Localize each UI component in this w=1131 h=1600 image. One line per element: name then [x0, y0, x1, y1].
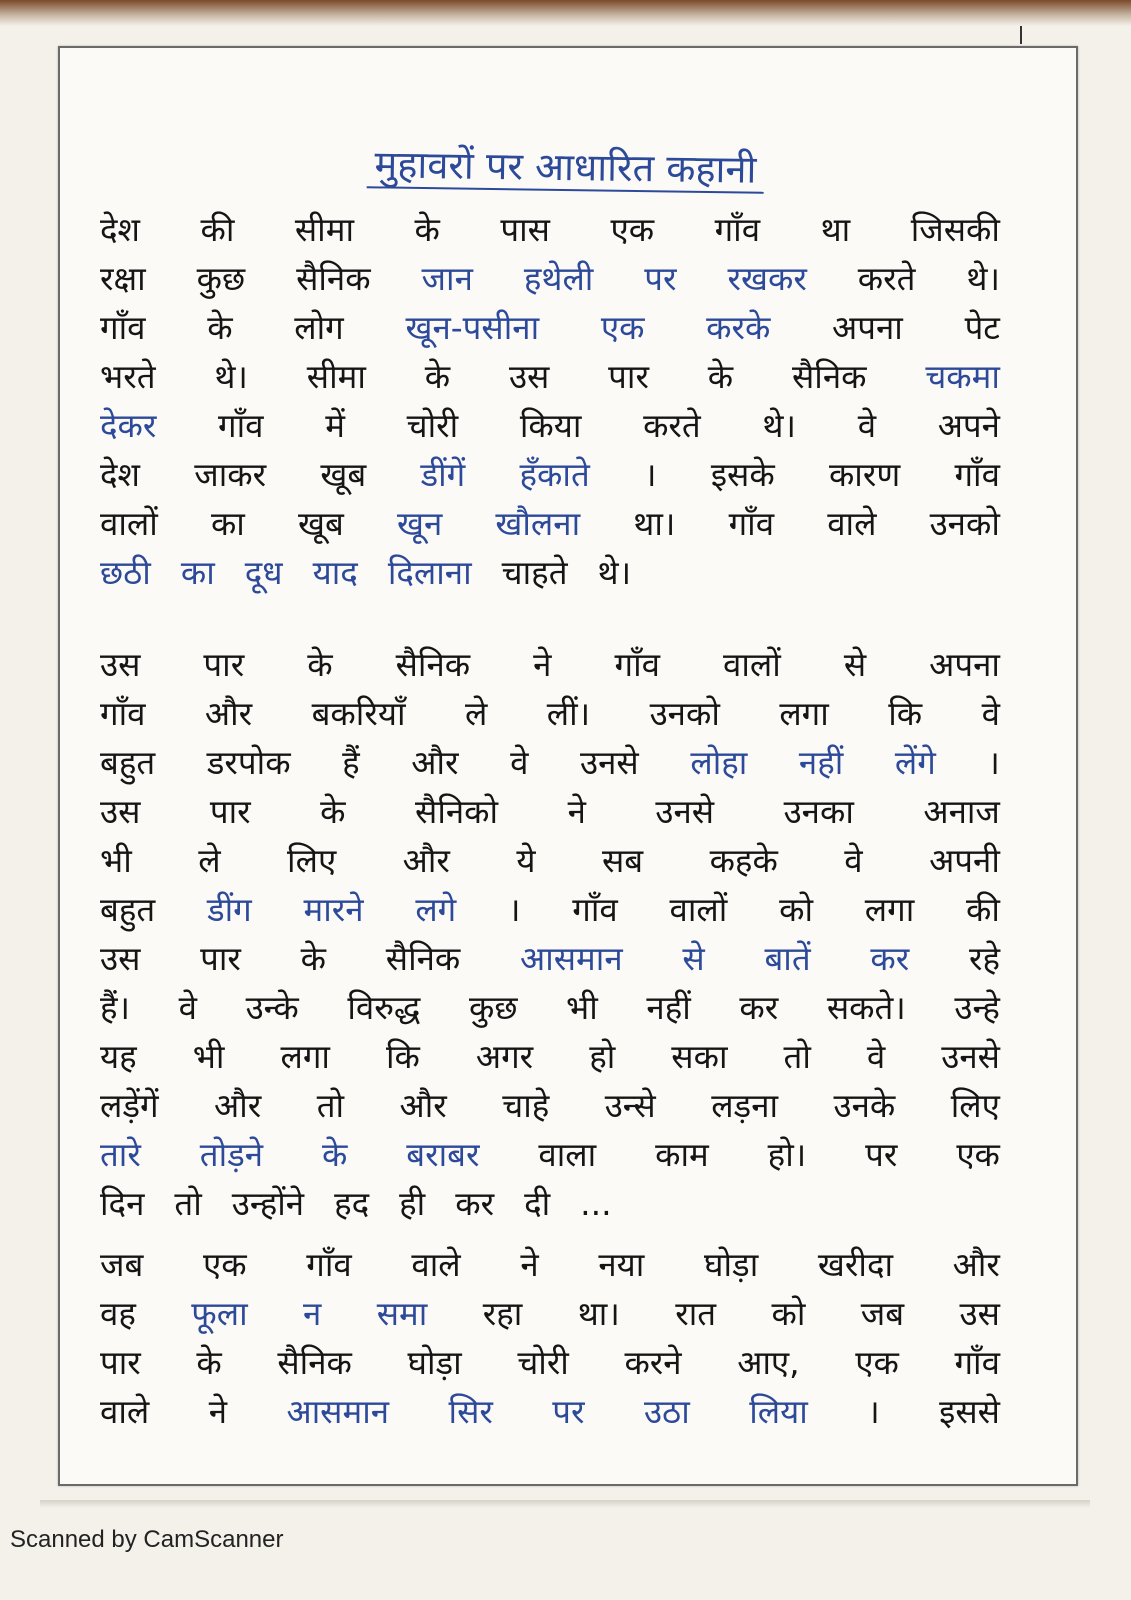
word: ... [580, 1184, 612, 1223]
idiom-word: डींग [206, 890, 252, 929]
word: में [325, 406, 345, 445]
word: कुछ [468, 988, 518, 1027]
word: वाला [538, 1135, 597, 1174]
word: लड़ेंगें [100, 1086, 159, 1125]
word: थे। [762, 406, 797, 445]
text-line [100, 787, 1000, 836]
word: वे [866, 1037, 886, 1076]
word: और [214, 1086, 262, 1125]
idiom-word: छठी [100, 553, 151, 592]
text-line [100, 205, 1000, 254]
text-line [100, 1179, 1000, 1228]
word: चाहते [501, 553, 568, 592]
word: नहीं [646, 988, 691, 1027]
word: की [200, 210, 235, 249]
word: का [210, 504, 245, 543]
word: उस [100, 645, 141, 684]
scan-top-edge [0, 0, 1131, 26]
word: ही [399, 1184, 426, 1223]
idiom-word: पर [552, 1392, 585, 1431]
word: वे [857, 406, 877, 445]
word: गाँव [218, 406, 264, 445]
word: वह [100, 1294, 136, 1333]
word: थे। [214, 357, 248, 396]
word: गाँव [572, 890, 618, 929]
word: उन्से [604, 1086, 656, 1125]
word: आए, [737, 1343, 800, 1382]
word: और [952, 1245, 1000, 1284]
word: पार [203, 645, 245, 684]
word: रहा [482, 1294, 523, 1333]
word: । [867, 1392, 880, 1431]
idiom-word: लगे [415, 890, 457, 929]
scanner-watermark: Scanned by CamScanner [10, 1526, 284, 1553]
idiom-word: उठा [643, 1392, 690, 1431]
word: थे। [966, 259, 1000, 298]
word: उनको [929, 504, 1000, 543]
idiom-word: लेंगे [894, 743, 936, 782]
word: कारण [828, 455, 901, 494]
word: कुछ [196, 259, 246, 298]
word: और [204, 694, 253, 733]
word: कर [455, 1184, 495, 1223]
word: ले [198, 841, 221, 880]
word: अपने [937, 406, 1000, 445]
word: कर [739, 988, 779, 1027]
page-bottom-shadow [40, 1500, 1090, 1508]
word: को [771, 1294, 806, 1333]
word: उन्होंने [231, 1184, 305, 1223]
word: के [424, 357, 451, 396]
word: अगर [475, 1037, 534, 1076]
word: अपना [929, 645, 1000, 684]
idiom-word: चकमा [925, 357, 1000, 396]
word: लिए [287, 841, 337, 880]
idiom-word: हँकाते [519, 455, 590, 494]
word: के [320, 792, 346, 831]
word: भी [566, 988, 598, 1027]
idiom-word: बातें [764, 939, 811, 978]
word: के [207, 308, 233, 347]
text-line [100, 1081, 1000, 1130]
word: सैनिक [296, 259, 371, 298]
word: गाँव [100, 694, 146, 733]
story-title-text: मुहावरों पर आधारित कहानी [366, 142, 764, 194]
word: ने [208, 1392, 228, 1431]
word: हो। [767, 1135, 807, 1174]
word: उन्के [245, 988, 299, 1027]
word: उनके [833, 1086, 896, 1125]
word: वे [510, 743, 529, 782]
word: उनसे [655, 792, 715, 831]
idiom-word: बराबर [406, 1135, 480, 1174]
word: और [399, 1086, 447, 1125]
word: सका [671, 1037, 728, 1076]
word: के [300, 939, 327, 978]
word: जिसकी [910, 210, 1000, 249]
word: वालों [722, 645, 781, 684]
text-line [100, 836, 1000, 885]
word: गाँव [100, 308, 146, 347]
text-line [100, 934, 1000, 983]
word: वे [178, 988, 197, 1027]
word: सीमा [306, 357, 366, 396]
idiom-word: न [303, 1294, 322, 1333]
word: और [402, 841, 450, 880]
paragraph-3 [100, 1240, 1000, 1436]
word: दिन [100, 1184, 145, 1223]
idiom-word: पर [644, 259, 677, 298]
idiom-word: कर [870, 939, 910, 978]
word: पास [500, 210, 550, 249]
word: वाले [411, 1245, 461, 1284]
word: एक [610, 210, 655, 249]
word: किया [519, 406, 582, 445]
word: पार [200, 939, 241, 978]
word: सैनिक [385, 939, 461, 978]
text-line [100, 303, 1000, 352]
word: लीं। [546, 694, 591, 733]
text-line [100, 254, 1000, 303]
word: । [508, 890, 521, 929]
word: देश [100, 210, 140, 249]
idiom-word: दूध [244, 553, 283, 592]
text-line [100, 885, 1000, 934]
word: गाँव [728, 504, 775, 543]
word: से [843, 645, 867, 684]
word: वे [981, 694, 1000, 733]
word: जाकर [194, 455, 267, 494]
word: डरपोक [206, 743, 291, 782]
word: उनसे [941, 1037, 1000, 1076]
word: और [411, 743, 459, 782]
word: थे। [597, 553, 632, 592]
word: था। [577, 1294, 620, 1333]
word: चोरी [517, 1343, 569, 1382]
paragraph-2 [100, 640, 1000, 1228]
word: ये [516, 841, 536, 880]
text-line [100, 1240, 1000, 1289]
word: करते [643, 406, 701, 445]
word: रहे [968, 939, 1000, 978]
word: हद [334, 1184, 370, 1223]
idiom-word: मारने [303, 890, 364, 929]
text-line [100, 1338, 1000, 1387]
word: सैनिक [277, 1343, 352, 1382]
idiom-word: तोड़ने [199, 1135, 264, 1174]
word: काम [655, 1135, 709, 1174]
idiom-word: जान [421, 259, 473, 298]
word: करते [857, 259, 916, 298]
word: जब [100, 1245, 144, 1284]
idiom-word: एक [600, 308, 645, 347]
word: तो [316, 1086, 345, 1125]
word: ले [464, 694, 488, 733]
word: लड़ना [711, 1086, 779, 1125]
word: गाँव [306, 1245, 352, 1284]
word: वे [844, 841, 863, 880]
word: बकरियाँ [311, 694, 406, 733]
word: था। [633, 504, 676, 543]
word: देश [100, 455, 140, 494]
word: एक [956, 1135, 1000, 1174]
word: नया [598, 1245, 645, 1284]
word: एक [203, 1245, 247, 1284]
word: सब [601, 841, 644, 880]
word: ने [520, 1245, 539, 1284]
idiom-word: समा [376, 1294, 428, 1333]
word: के [707, 357, 734, 396]
idiom-word: के [322, 1135, 348, 1174]
word: वाले [827, 504, 877, 543]
word: गाँव [714, 210, 761, 249]
word: हो [589, 1037, 616, 1076]
word: एक [855, 1343, 899, 1382]
word: उस [100, 792, 141, 831]
idiom-word: फूला [191, 1294, 248, 1333]
word: सकते। [826, 988, 906, 1027]
word: भी [100, 841, 132, 880]
word: को [779, 890, 813, 929]
idiom-word: नहीं [798, 743, 844, 782]
paragraph-1 [100, 205, 1000, 597]
word: कहके [709, 841, 778, 880]
word: उनसे [580, 743, 639, 782]
word: पेट [964, 308, 1000, 347]
word: इसके [710, 455, 775, 494]
word: । [987, 743, 1000, 782]
text-line [100, 1032, 1000, 1081]
idiom-word: आसमान [286, 1392, 390, 1431]
word: गाँव [614, 645, 660, 684]
word: भी [192, 1037, 225, 1076]
word: गाँव [954, 455, 1000, 494]
word: खरीदा [817, 1245, 894, 1284]
word: चोरी [406, 406, 459, 445]
word: । [644, 455, 657, 494]
word: लगा [779, 694, 829, 733]
word: अनाज [923, 792, 1000, 831]
idiom-word: देकर [100, 406, 157, 445]
word: था [820, 210, 851, 249]
word: विरुद्ध [347, 988, 421, 1027]
idiom-word: खून [396, 504, 443, 543]
word: की [966, 890, 1000, 929]
text-line [100, 352, 1000, 401]
word: हैं। [100, 988, 131, 1027]
word: गाँव [954, 1343, 1000, 1382]
word: खूब [297, 504, 344, 543]
word: सैनिको [415, 792, 499, 831]
text-line [100, 499, 1000, 548]
word: वालों [100, 504, 158, 543]
word: ने [533, 645, 552, 684]
word: उस [508, 357, 550, 396]
text-line [100, 738, 1000, 787]
word: इससे [939, 1392, 1000, 1431]
word: रक्षा [100, 259, 146, 298]
word: सीमा [294, 210, 355, 249]
idiom-word: डींगें [420, 455, 466, 494]
text-line [100, 548, 1000, 597]
idiom-word: याद [312, 553, 358, 592]
idiom-word: सिर [448, 1392, 493, 1431]
idiom-word: खौलना [495, 504, 581, 543]
word: लिए [950, 1086, 1000, 1125]
word: ने [567, 792, 586, 831]
word: पार [209, 792, 251, 831]
word: पर [865, 1135, 898, 1174]
word: के [196, 1343, 222, 1382]
word: सैनिक [791, 357, 867, 396]
word: उस [100, 939, 141, 978]
word: जब [860, 1294, 905, 1333]
word: उन्हे [954, 988, 1000, 1027]
idiom-word: से [682, 939, 705, 978]
idiom-word: रखकर [727, 259, 807, 298]
idiom-word: तारे [100, 1135, 141, 1174]
idiom-word: का [180, 553, 215, 592]
idiom-word: हथेली [523, 259, 594, 298]
word: लगा [280, 1037, 330, 1076]
word: घोड़ा [407, 1343, 462, 1382]
idiom-word: लोहा [690, 743, 748, 782]
word: अपनी [929, 841, 1000, 880]
word: बहुत [100, 890, 156, 929]
word: वालों [669, 890, 728, 929]
word: करने [624, 1343, 682, 1382]
word: बहुत [100, 743, 156, 782]
text-line [100, 983, 1000, 1032]
word: के [307, 645, 333, 684]
word: कि [888, 694, 923, 733]
word: भरते [100, 357, 156, 396]
word: रात [675, 1294, 717, 1333]
word: के [414, 210, 440, 249]
idiom-word: आसमान [520, 939, 623, 978]
word: अपना [832, 308, 903, 347]
word: उस [959, 1294, 1000, 1333]
word: उनका [783, 792, 854, 831]
word: पार [100, 1343, 141, 1382]
word: सैनिक [395, 645, 471, 684]
text-line [100, 1289, 1000, 1338]
word: खूब [320, 455, 367, 494]
word: यह [100, 1037, 137, 1076]
page-mark [1020, 26, 1022, 44]
idiom-word: लिया [749, 1392, 808, 1431]
idiom-word: करके [706, 308, 771, 347]
idiom-word: दिलाना [387, 553, 472, 592]
word: तो [174, 1184, 202, 1223]
idiom-word: खून-पसीना [405, 308, 540, 347]
text-line [100, 689, 1000, 738]
word: घोड़ा [703, 1245, 759, 1284]
word: कि [385, 1037, 420, 1076]
text-line [100, 640, 1000, 689]
text-line [100, 450, 1000, 499]
word: चाहे [502, 1086, 550, 1125]
word: पार [608, 357, 649, 396]
word: उनको [649, 694, 720, 733]
word: दी [524, 1184, 551, 1223]
word: लगा [864, 890, 915, 929]
text-line [100, 1387, 1000, 1436]
word: हैं [342, 743, 360, 782]
word: लोग [294, 308, 344, 347]
text-line [100, 401, 1000, 450]
word: वाले [100, 1392, 150, 1431]
word: तो [783, 1037, 811, 1076]
text-line [100, 1130, 1000, 1179]
